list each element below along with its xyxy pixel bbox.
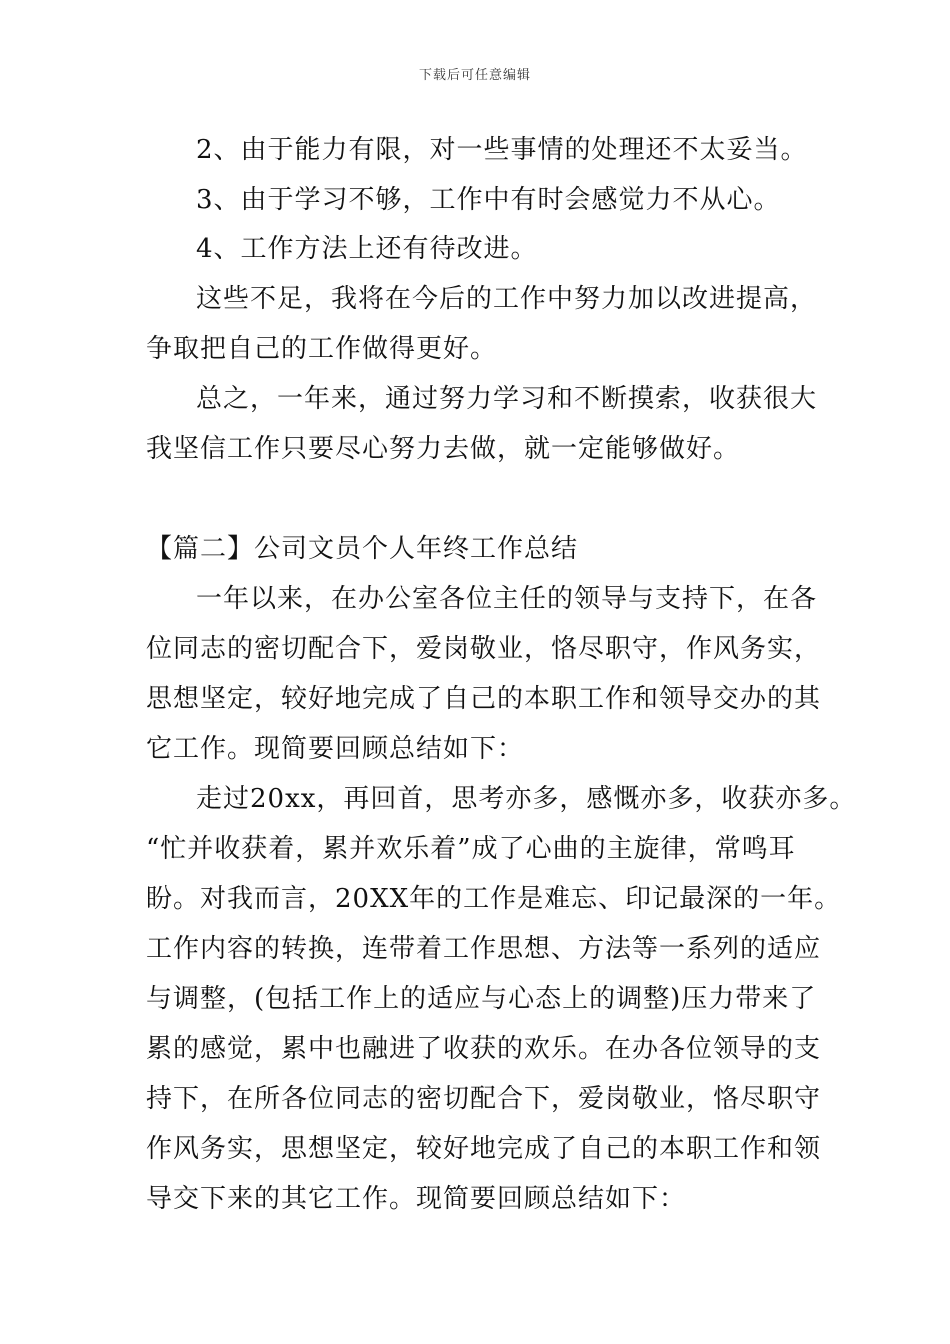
- paragraph-line: 盼。对我而言，20XX年的工作是难忘、印记最深的一年。: [146, 884, 842, 914]
- section-heading: 【篇二】公司文员个人年终工作总结: [146, 534, 579, 564]
- paragraph-line: 我坚信工作只要尽心努力去做，就一定能够做好。: [146, 434, 741, 464]
- paragraph-line: 总之，一年来，通过努力学习和不断摸索，收获很大: [196, 384, 818, 414]
- paragraph-line: 思想坚定，较好地完成了自己的本职工作和领导交办的其: [146, 684, 822, 714]
- paragraph-line: “忙并收获着，累并欢乐着”成了心曲的主旋律，常鸣耳: [146, 834, 796, 864]
- paragraph-line: 作风务实，思想坚定，较好地完成了自己的本职工作和领: [146, 1134, 822, 1164]
- paragraph-line: 累的感觉，累中也融进了收获的欢乐。在办各位领导的支: [146, 1034, 822, 1064]
- paragraph-line: 工作内容的转换，连带着工作思想、方法等一系列的适应: [146, 934, 822, 964]
- paragraph-line: 4、工作方法上还有待改进。: [196, 234, 538, 264]
- page-header-note: 下载后可任意编辑: [418, 68, 531, 83]
- paragraph-line: 走过20xx，再回首，思考亦多，感慨亦多，收获亦多。: [196, 784, 857, 814]
- paragraph-line: 持下，在所各位同志的密切配合下，爱岗敬业，恪尽职守: [146, 1084, 822, 1114]
- paragraph-line: 这些不足，我将在今后的工作中努力加以改进提高，: [196, 284, 818, 314]
- paragraph-line: 与调整，(包括工作上的适应与心态上的调整)压力带来了: [146, 984, 817, 1014]
- paragraph-line: 争取把自己的工作做得更好。: [146, 334, 498, 364]
- paragraph-line: 导交下来的其它工作。现简要回顾总结如下：: [146, 1184, 687, 1214]
- paragraph-line: 它工作。现简要回顾总结如下：: [146, 734, 525, 764]
- paragraph-line: 一年以来，在办公室各位主任的领导与支持下，在各: [196, 584, 818, 614]
- paragraph-line: 2、由于能力有限，对一些事情的处理还不太妥当。: [196, 135, 808, 165]
- paragraph-line: 位同志的密切配合下，爱岗敬业，恪尽职守，作风务实，: [146, 634, 822, 664]
- paragraph-line: 3、由于学习不够，工作中有时会感觉力不从心。: [196, 185, 781, 215]
